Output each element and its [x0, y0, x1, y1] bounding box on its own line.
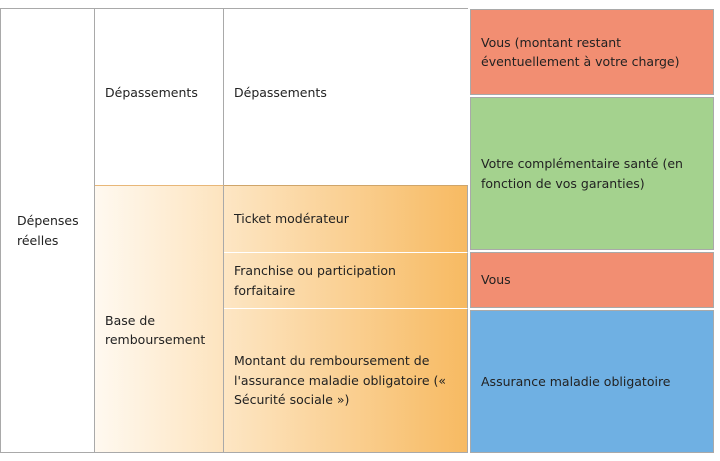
depassements-label-col3: Dépassements	[234, 85, 327, 101]
depassements-cell-col3	[224, 8, 468, 185]
montant-remboursement-label: Montant du remboursement de l'assurance maladie obligatoire (« Sécurité sociale »)	[234, 353, 447, 408]
depassements-label-col2: Dépassements	[105, 85, 198, 101]
vous-reste-cell	[470, 9, 714, 95]
vous-cell	[470, 252, 714, 308]
montant-remboursement-cell	[224, 308, 468, 453]
base-remboursement-cell	[95, 185, 224, 453]
ticket-moderateur-label: Ticket modérateur	[234, 211, 349, 227]
complementaire-sante-cell	[470, 97, 714, 250]
vous-label: Vous	[481, 272, 511, 288]
depenses-reelles-cell	[0, 8, 95, 453]
franchise-cell	[224, 252, 468, 308]
ticket-moderateur-cell	[224, 185, 468, 252]
complementaire-sante-label: Votre complémentaire santé (en fonction de vos garanties)	[481, 156, 683, 191]
depenses-reelles-label: Dépenses réelles	[17, 213, 79, 248]
vous-reste-label: Vous (montant restant éventuellement à votre charge)	[481, 34, 680, 69]
base-remboursement-label: Base de remboursement	[105, 312, 206, 347]
depassements-cell-col2	[95, 8, 224, 185]
assurance-maladie-label: Assurance maladie obligatoire	[481, 373, 671, 389]
assurance-maladie-cell	[470, 310, 714, 453]
franchise-label: Franchise ou participation forfaitaire	[234, 263, 396, 298]
